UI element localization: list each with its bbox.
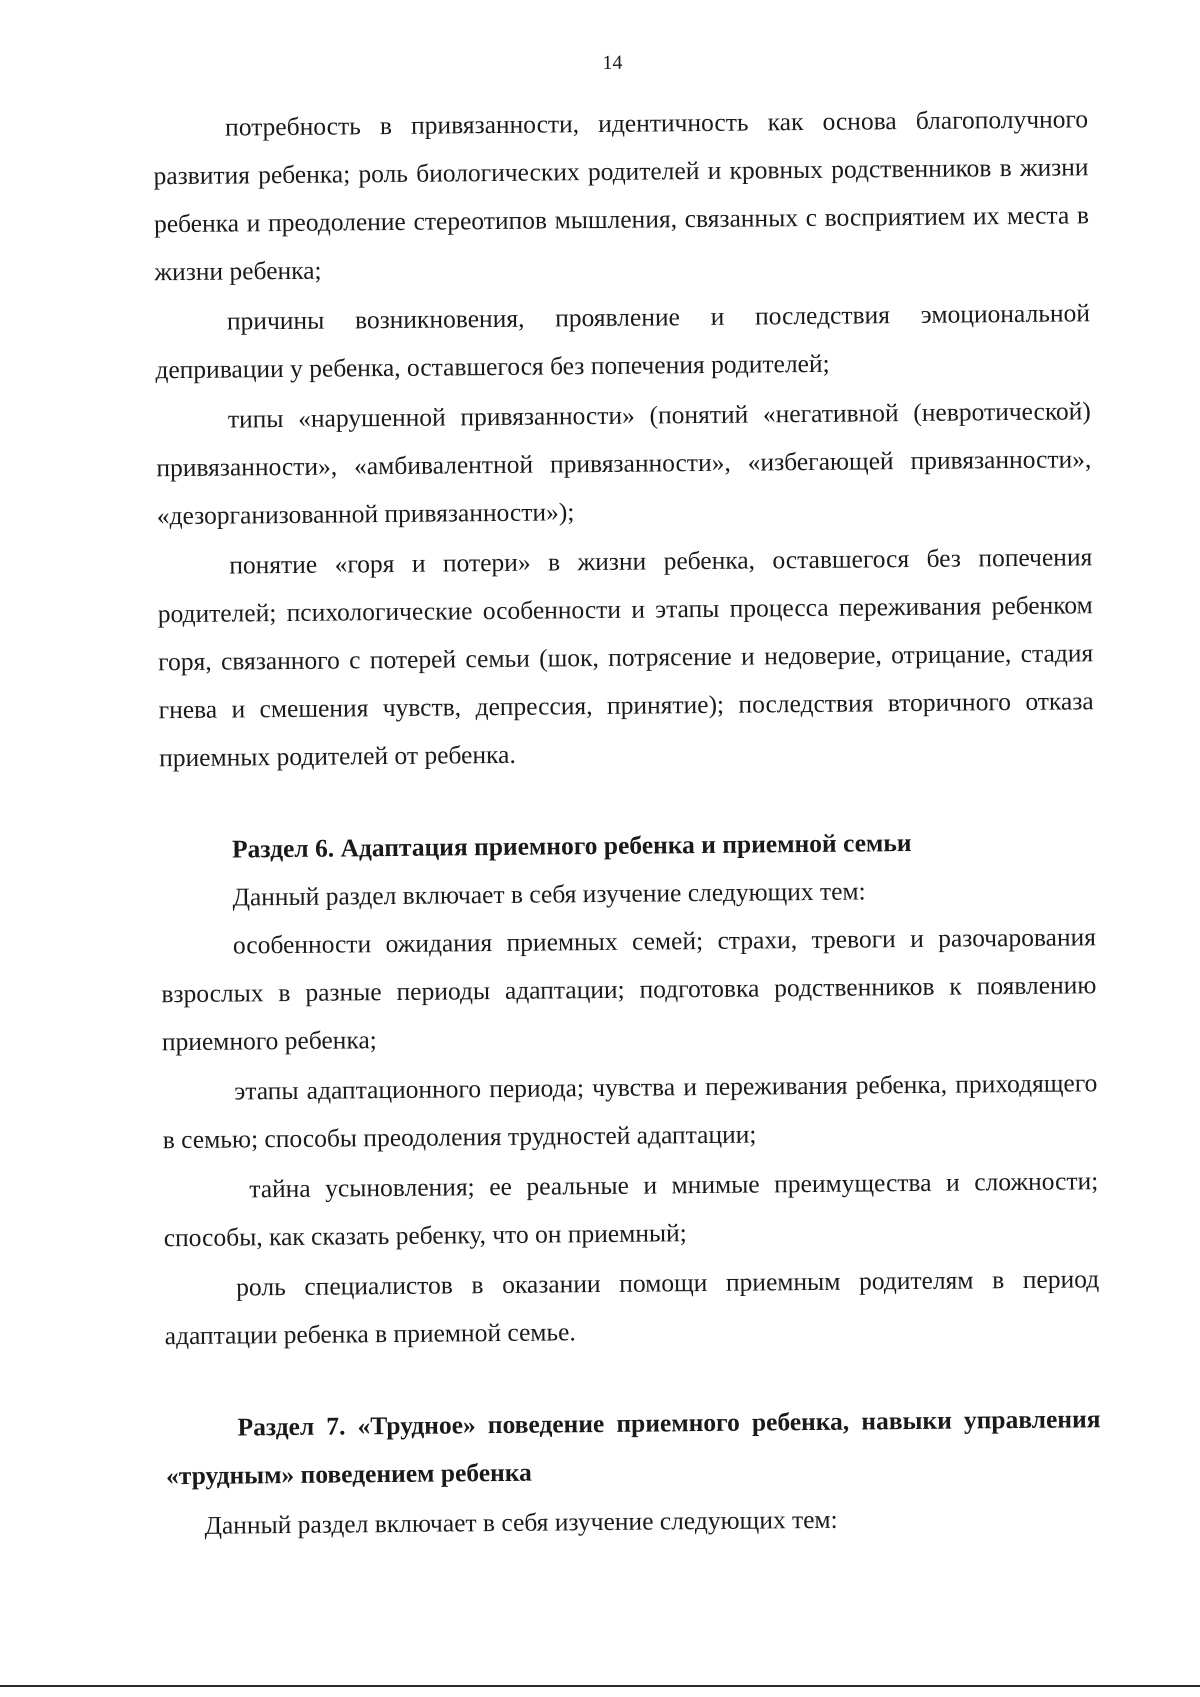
bottom-rule	[0, 1685, 1200, 1687]
section-6-heading: Раздел 6. Адаптация приемного ребенка и приемной семьи	[231, 828, 912, 864]
paragraph: тайна усыновления; ее реальные и мнимые преимущества и сложности; способы, как сказать ребенку, что он приемный;	[163, 1166, 1099, 1253]
section-6-intro: Данный раздел включает в себя изучение следующих тем:	[232, 876, 866, 912]
section-7-heading: Раздел 7. «Трудное» поведение приемного ребенка, навыки управления «трудным» поведением ребенка	[165, 1404, 1101, 1491]
paragraph: понятие «горя и потери» в жизни ребенка, оставшегося без попечения родителей; психологические особенности и этапы процесса переживания ребенком горя, связанного с потерей семьи (шок, потрясение и недоверие, отрицание, стадия гнева и смешения чувств, депрессия, принятие); последствия вторичного отказа приемных родителей от ребенка.	[157, 542, 1094, 773]
paragraph: причины возникновения, проявление и последствия эмоциональной депривации у ребенка, оставшегося без попечения родителей;	[155, 298, 1091, 385]
paragraph: особенности ожидания приемных семей; страхи, тревоги и разочарования взрослых в разные периоды адаптации; подготовка родственников к появлению приемного ребенка;	[161, 922, 1097, 1057]
paragraph: роль специалистов в оказании помощи приемным родителям в период адаптации ребенка в приемной семье.	[164, 1264, 1100, 1351]
page-body	[153, 95, 1102, 1550]
paragraph: этапы адаптационного периода; чувства и переживания ребенка, приходящего в семью; способы преодоления трудностей адаптации;	[162, 1068, 1098, 1155]
section-7-intro: Данный раздел включает в себя изучение следующих тем:	[204, 1504, 838, 1540]
paragraph: типы «нарушенной привязанности» (понятий «негативной (невротической) привязанности», «амбивалентной привязанности», «избегающей привязанности», «дезорганизованной привязанности»);	[156, 396, 1092, 531]
paragraph: потребность в привязанности, идентичность как основа благополучного развития ребенка; роль биологических родителей и кровных родственников в жизни ребенка и преодоление стереотипов мышления, связанных с восприятием их места в жизни ребенка;	[153, 104, 1090, 287]
page-number: 14	[602, 51, 623, 74]
